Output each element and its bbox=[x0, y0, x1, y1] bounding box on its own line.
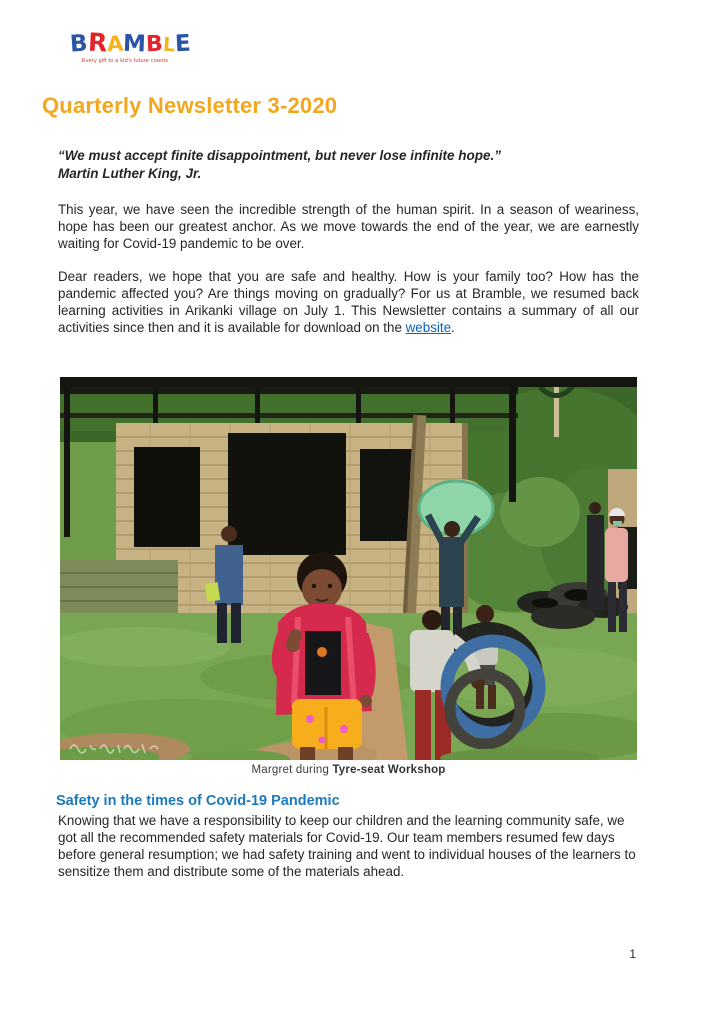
logo-letter: R bbox=[86, 27, 108, 58]
photo-caption bbox=[60, 764, 637, 776]
logo-letter: L bbox=[162, 33, 176, 57]
quote-block bbox=[58, 147, 638, 183]
section-heading-safety: Safety in the times of Covid-19 Pandemic bbox=[56, 793, 340, 809]
logo-letter: M bbox=[122, 30, 147, 58]
workshop-photo bbox=[60, 377, 637, 760]
logo-letter: B bbox=[69, 30, 89, 58]
paragraph-readers-text: Dear readers, we hope that you are safe and healthy. How is your family too? How has the pandemic affected you? Are things moving on gradually? For us at Bramble, we resumed back learning activities in Arikanki village on July 1. This Newsletter contains a summary of all our activities since then and it is available for download on the bbox=[58, 269, 639, 335]
paragraph-safety: Knowing that we have a responsibility to keep our children and the learning community safe, we got all the recommended safety materials for Covid-19. Our team members resumed few days before general resumption; we had safety training and went to individual houses of the learners to sensitize them and distribute some of the materials ahead. bbox=[58, 813, 636, 880]
page-number: 1 bbox=[629, 947, 636, 961]
photo-illustration bbox=[60, 377, 637, 760]
logo-letter: B bbox=[145, 31, 164, 58]
website-link[interactable]: website bbox=[405, 319, 452, 335]
page-title: Quarterly Newsletter 3-2020 bbox=[42, 93, 338, 118]
logo-letter: E bbox=[174, 30, 192, 58]
photo-caption-prefix: Margret during bbox=[251, 764, 333, 776]
logo-letter: A bbox=[106, 31, 124, 57]
paragraph-readers-period: . bbox=[451, 319, 455, 335]
logo-tagline: Every gift to a kid's future counts bbox=[81, 58, 169, 64]
bramble-logo bbox=[69, 27, 192, 64]
photo-caption-bold: Tyre-seat Workshop bbox=[332, 764, 446, 776]
quote-attribution: Martin Luther King, Jr. bbox=[58, 165, 202, 181]
paragraph-readers bbox=[58, 269, 639, 337]
quote-text: “We must accept finite disappointment, but never lose infinite hope.” bbox=[58, 148, 502, 163]
bramble-logo-wordmark bbox=[69, 27, 192, 58]
paragraph-intro: This year, we have seen the incredible strength of the human spirit. In a season of weariness, hope has been our greatest anchor. As we move towards the end of the year, we are earnestly waiting for Covid-19 pandemic to be over. bbox=[58, 202, 639, 251]
